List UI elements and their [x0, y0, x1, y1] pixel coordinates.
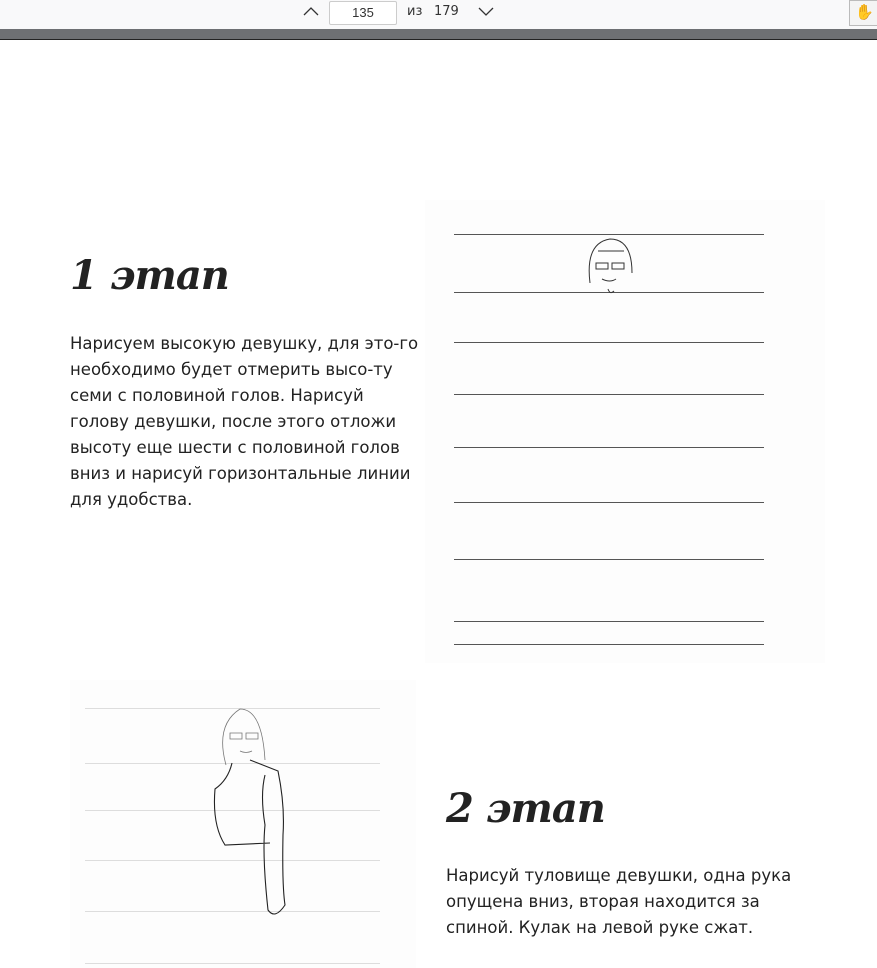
toolbar-separator: [0, 29, 877, 40]
stage1-title: 1 этап: [70, 252, 229, 299]
stage2-text: Нарисуй туловище девушки, одна рука опущена вниз, вторая находится за спиной. Кулак на левой руке сжат.: [446, 866, 792, 937]
page-number-input[interactable]: 135: [329, 1, 397, 25]
stage1-text: Нарисуем высокую девушку, для это-го необходимо будет отмерить высо-ту семи с половиной голов. Нарисуй голову девушки, после этого отложи высоту еще шести с половиной голов вниз и нарисуй горизонтальные линии для удобства.: [70, 334, 419, 509]
previous-page-icon[interactable]: [302, 5, 320, 17]
hand-icon: ✋: [855, 3, 874, 21]
stage2-illustration: [70, 680, 416, 968]
next-page-icon[interactable]: [477, 5, 495, 17]
pdf-toolbar: [0, 0, 877, 30]
page-of-label: из: [407, 4, 423, 19]
stage1-illustration: [425, 200, 825, 663]
girl-head-sketch: [580, 233, 640, 297]
stage2-title: 2 этап: [446, 785, 605, 832]
hand-tool-button[interactable]: [849, 0, 877, 26]
page-total: 179: [434, 4, 459, 19]
girl-torso-sketch: [190, 705, 300, 925]
